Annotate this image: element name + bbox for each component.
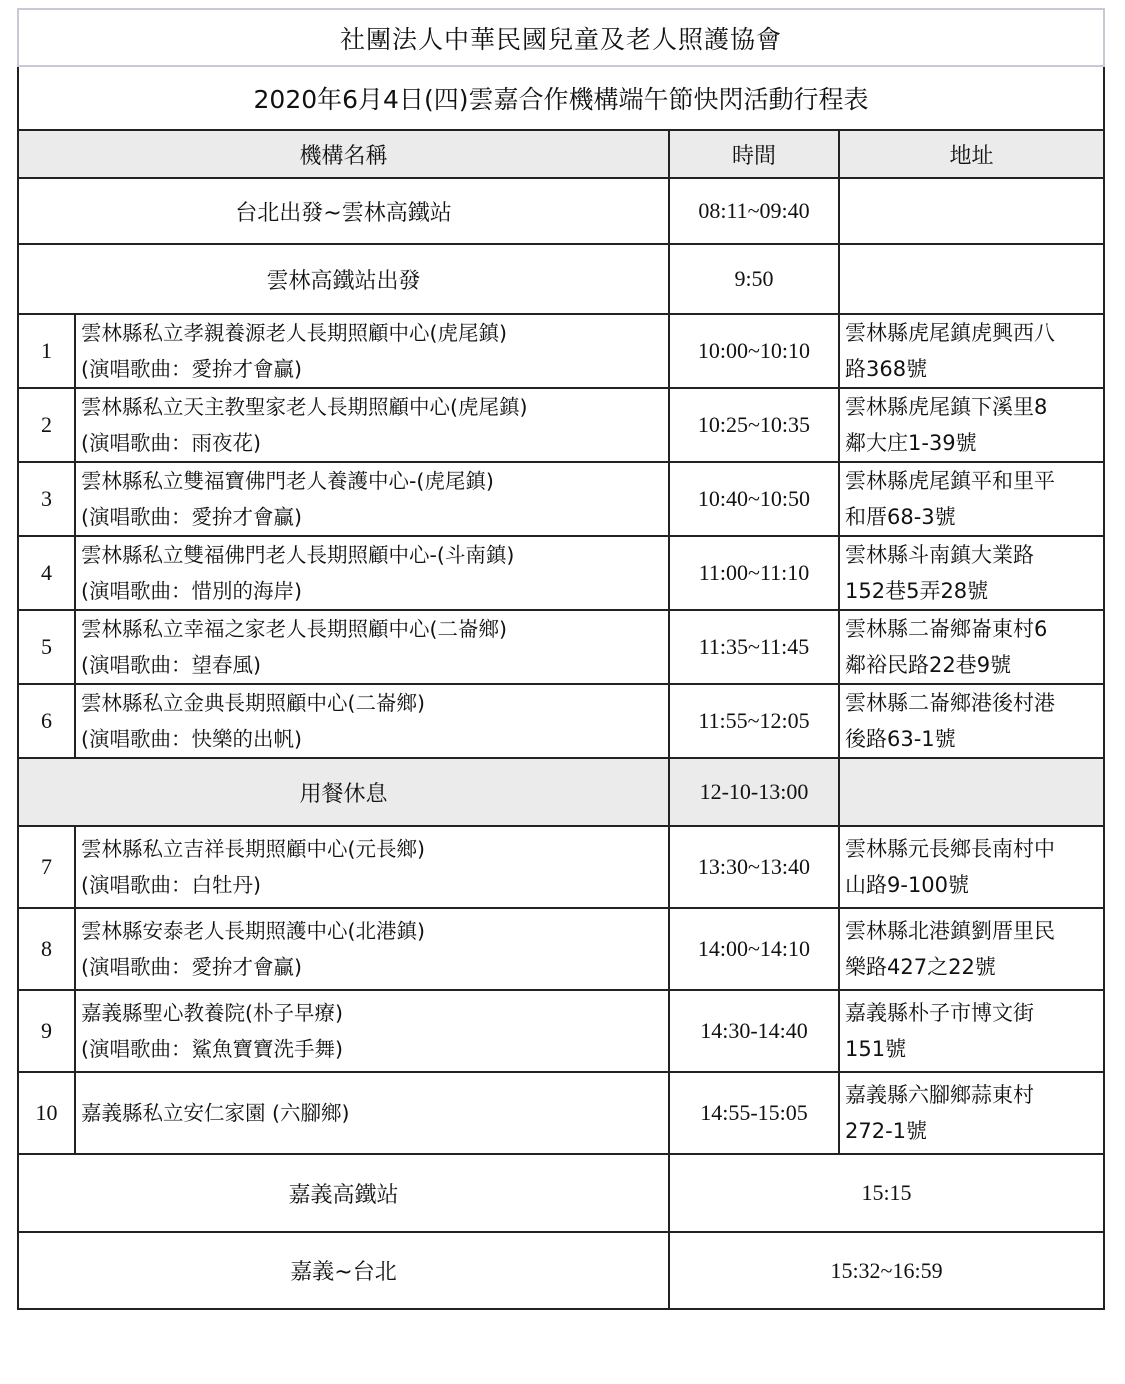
visit-number: 9 [18, 990, 75, 1072]
visit-row [18, 314, 1104, 388]
visit-song: (演唱歌曲：愛拚才會贏) [81, 357, 302, 381]
return-time: 15:32~16:59 [669, 1232, 1104, 1309]
visit-address [839, 314, 1104, 388]
arrival-station-time: 15:15 [669, 1154, 1104, 1232]
schedule-table [17, 8, 1105, 1310]
visit-time: 10:40~10:50 [669, 462, 839, 536]
visit-address [839, 908, 1104, 990]
visit-number: 3 [18, 462, 75, 536]
lunch-time: 12-10-13:00 [669, 758, 839, 826]
visit-song: (演唱歌曲：望春風) [81, 653, 261, 677]
visit-address-line1: 雲林縣虎尾鎮虎興西八 [845, 321, 1055, 345]
visit-address [839, 536, 1104, 610]
lunch-row [18, 758, 1104, 826]
visit-address [839, 462, 1104, 536]
header-address: 地址 [839, 130, 1104, 178]
visit-address-line2: 樂路427之22號 [845, 955, 996, 979]
visit-address [839, 684, 1104, 758]
visit-address-line1: 嘉義縣朴子市博文街 [845, 1001, 1034, 1025]
visit-address-line1: 雲林縣元長鄉長南村中 [845, 837, 1055, 861]
visit-name: 雲林縣私立天主教聖家老人長期照顧中心(虎尾鎮) [81, 395, 528, 419]
visit-address-line1: 雲林縣二崙鄉崙東村6 [845, 617, 1048, 641]
departure-label: 台北出發~雲林高鐵站 [18, 178, 669, 244]
visit-number: 6 [18, 684, 75, 758]
station-departure-label: 雲林高鐵站出發 [18, 244, 669, 314]
visit-address-line1: 雲林縣虎尾鎮平和里平 [845, 469, 1055, 493]
visit-address-line2: 272-1號 [845, 1119, 928, 1143]
station-departure-address [839, 244, 1104, 314]
departure-row [18, 178, 1104, 244]
visit-row [18, 684, 1104, 758]
visit-time: 13:30~13:40 [669, 826, 839, 908]
return-row [18, 1232, 1104, 1309]
visit-time: 14:55-15:05 [669, 1072, 839, 1154]
visit-name: 雲林縣私立雙福寶佛門老人養護中心-(虎尾鎮) [81, 469, 494, 493]
visit-name-cell [75, 610, 669, 684]
visit-time: 10:00~10:10 [669, 314, 839, 388]
visit-song: (演唱歌曲：惜別的海岸) [81, 579, 302, 603]
visit-song: (演唱歌曲：雨夜花) [81, 431, 261, 455]
visit-address [839, 1072, 1104, 1154]
visit-address-line1: 雲林縣北港鎮劉厝里民 [845, 919, 1055, 943]
visit-number: 7 [18, 826, 75, 908]
station-departure-time: 9:50 [669, 244, 839, 314]
visit-number: 8 [18, 908, 75, 990]
visit-time: 11:55~12:05 [669, 684, 839, 758]
visit-address-line1: 嘉義縣六腳鄉蒜東村 [845, 1083, 1034, 1107]
visit-song: (演唱歌曲：愛拚才會贏) [81, 505, 302, 529]
visit-name-cell [75, 314, 669, 388]
organization-row [18, 9, 1104, 66]
visit-address-line2: 山路9-100號 [845, 873, 970, 897]
visit-name-cell [75, 462, 669, 536]
visit-address-line2: 路368號 [845, 357, 928, 381]
visit-name-cell [75, 1072, 669, 1154]
visit-time: 11:00~11:10 [669, 536, 839, 610]
departure-time: 08:11~09:40 [669, 178, 839, 244]
visit-name: 雲林縣私立金典長期照顧中心(二崙鄉) [81, 691, 425, 715]
visit-song: (演唱歌曲：快樂的出帆) [81, 727, 302, 751]
visit-address-line2: 和厝68-3號 [845, 505, 956, 529]
visit-time: 14:30-14:40 [669, 990, 839, 1072]
visit-name: 雲林縣私立吉祥長期照顧中心(元長鄉) [81, 837, 425, 861]
visit-name-cell [75, 990, 669, 1072]
visit-number: 5 [18, 610, 75, 684]
visit-address-line2: 鄰裕民路22巷9號 [845, 653, 1012, 677]
visit-name: 雲林縣私立幸福之家老人長期照顧中心(二崙鄉) [81, 617, 507, 641]
visit-time: 11:35~11:45 [669, 610, 839, 684]
visit-number: 4 [18, 536, 75, 610]
visit-row [18, 826, 1104, 908]
visit-row [18, 1072, 1104, 1154]
visit-address-line2: 鄰大庄1-39號 [845, 431, 977, 455]
visit-name: 雲林縣私立孝親養源老人長期照顧中心(虎尾鎮) [81, 321, 507, 345]
visit-name: 雲林縣私立雙福佛門老人長期照顧中心-(斗南鎮) [81, 543, 515, 567]
visit-number: 2 [18, 388, 75, 462]
visit-address [839, 990, 1104, 1072]
visit-address-line2: 152巷5弄28號 [845, 579, 989, 603]
visit-address-line1: 雲林縣二崙鄉港後村港 [845, 691, 1055, 715]
visit-row [18, 610, 1104, 684]
visit-name-cell [75, 908, 669, 990]
visit-row [18, 462, 1104, 536]
visit-number: 1 [18, 314, 75, 388]
header-name: 機構名稱 [18, 130, 669, 178]
visit-address-line1: 雲林縣斗南鎮大業路 [845, 543, 1034, 567]
visit-name: 嘉義縣私立安仁家園 (六腳鄉) [81, 1101, 350, 1125]
visit-address-line2: 151號 [845, 1037, 907, 1061]
station-departure-row [18, 244, 1104, 314]
lunch-address [839, 758, 1104, 826]
visit-address [839, 610, 1104, 684]
visit-name: 嘉義縣聖心教養院(朴子早療) [81, 1001, 343, 1025]
visit-row [18, 536, 1104, 610]
schedule-title: 2020年6月4日(四)雲嘉合作機構端午節快閃活動行程表 [18, 66, 1104, 130]
visit-time: 14:00~14:10 [669, 908, 839, 990]
visit-name-cell [75, 684, 669, 758]
visit-address [839, 388, 1104, 462]
visit-row [18, 990, 1104, 1072]
organization-name: 社團法人中華民國兒童及老人照護協會 [18, 9, 1104, 66]
departure-address [839, 178, 1104, 244]
title-row [18, 66, 1104, 130]
visit-time: 10:25~10:35 [669, 388, 839, 462]
visit-song: (演唱歌曲：白牡丹) [81, 873, 261, 897]
lunch-label: 用餐休息 [18, 758, 669, 826]
visit-address-line2: 後路63-1號 [845, 727, 956, 751]
visit-address-line1: 雲林縣虎尾鎮下溪里8 [845, 395, 1048, 419]
schedule-sheet [17, 8, 1103, 1310]
arrival-station-label: 嘉義高鐵站 [18, 1154, 669, 1232]
header-row [18, 130, 1104, 178]
visit-name: 雲林縣安泰老人長期照護中心(北港鎮) [81, 919, 425, 943]
visit-song: (演唱歌曲：鯊魚寶寶洗手舞) [81, 1037, 343, 1061]
header-time: 時間 [669, 130, 839, 178]
visit-song: (演唱歌曲：愛拚才會贏) [81, 955, 302, 979]
visit-number: 10 [18, 1072, 75, 1154]
arrival-station-row [18, 1154, 1104, 1232]
visit-name-cell [75, 826, 669, 908]
visit-name-cell [75, 388, 669, 462]
return-label: 嘉義~台北 [18, 1232, 669, 1309]
visit-address [839, 826, 1104, 908]
visit-name-cell [75, 536, 669, 610]
visit-row [18, 908, 1104, 990]
visit-row [18, 388, 1104, 462]
